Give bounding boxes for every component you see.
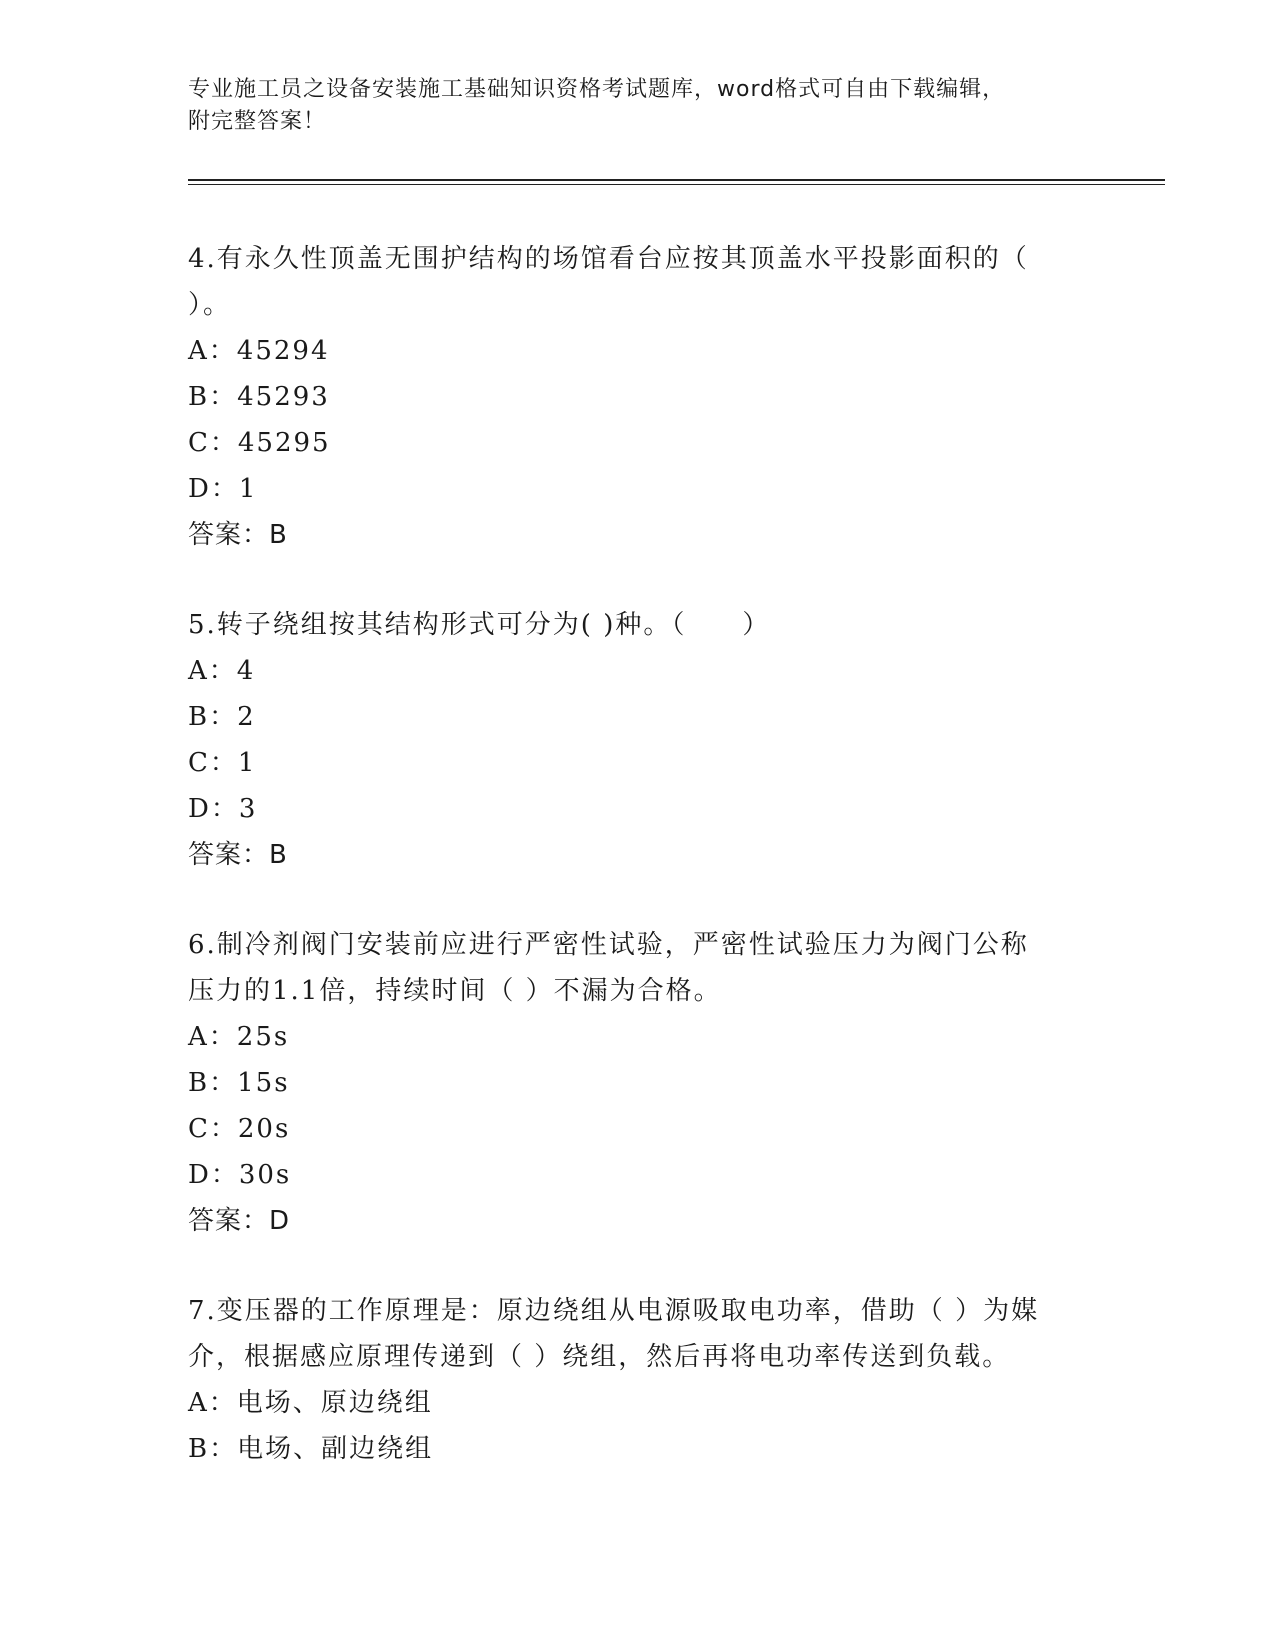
option-b: B：15s: [188, 1068, 290, 1098]
option-d: D：3: [188, 794, 258, 824]
option-a: A：45294: [188, 336, 330, 366]
option-a: A：电场、原边绕组: [188, 1388, 433, 1418]
option-c: C：45295: [188, 428, 331, 458]
answer-line: 答案：B: [188, 520, 288, 550]
option-d: D：30s: [188, 1160, 292, 1190]
question-6: [188, 922, 1088, 1244]
option-b: B：电场、副边绕组: [188, 1434, 434, 1464]
answer-line: 答案：D: [188, 1206, 291, 1236]
question-stem-line: 6.制冷剂阀门安装前应进行严密性试验，严密性试验压力为阀门公称: [188, 930, 1029, 960]
header-divider-thick: [188, 179, 1165, 181]
question-stem-line: 压力的1.1倍，持续时间（ ）不漏为合格。: [188, 976, 722, 1006]
answer-line: 答案：B: [188, 840, 288, 870]
question-7: [188, 1288, 1088, 1472]
option-c: C：20s: [188, 1114, 291, 1144]
question-stem-line: 7.变压器的工作原理是：原边绕组从电源吸取电功率，借助（ ）为媒: [188, 1296, 1040, 1326]
option-b: B：45293: [188, 382, 330, 412]
option-b: B：2: [188, 702, 256, 732]
question-4: [188, 236, 1088, 558]
option-d: D：1: [188, 474, 258, 504]
document-header: [188, 74, 1088, 138]
question-stem-line: 4.有永久性顶盖无围护结构的场馆看台应按其顶盖水平投影面积的（: [188, 244, 1029, 274]
question-5: [188, 602, 1088, 878]
header-line-1: 专业施工员之设备安装施工基础知识资格考试题库，word格式可自由下载编辑，: [188, 77, 1006, 102]
header-line-2: 附完整答案！: [188, 109, 327, 134]
option-a: A：25s: [188, 1022, 290, 1052]
question-stem-line: 5.转子绕组按其结构形式可分为( )种。（ ）: [188, 610, 771, 640]
option-a: A：4: [188, 656, 256, 686]
question-stem-line: 介，根据感应原理传递到（ ）绕组，然后再将电功率传送到负载。: [188, 1342, 1011, 1372]
question-stem-line: ）。: [188, 290, 232, 320]
option-c: C：1: [188, 748, 257, 778]
question-list: [188, 236, 1088, 1516]
header-divider-thin: [188, 184, 1165, 185]
